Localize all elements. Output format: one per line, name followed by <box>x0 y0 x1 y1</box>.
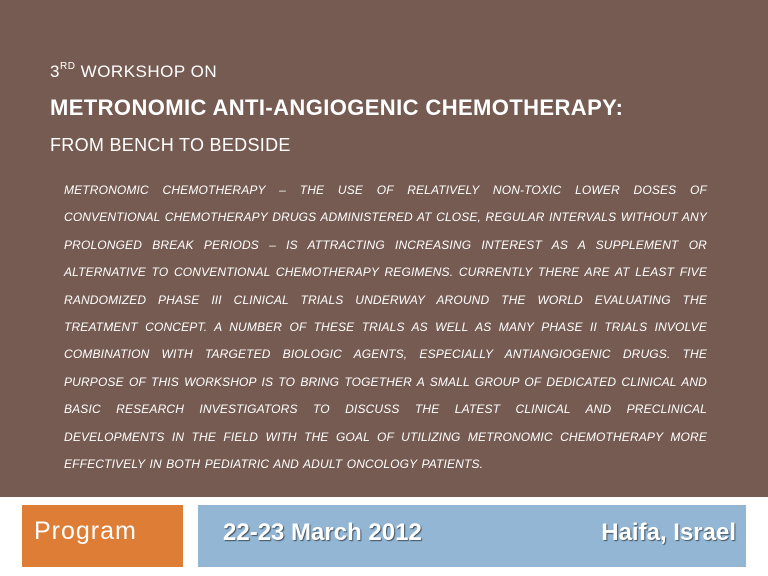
event-date: 22-23 March 2012 <box>223 519 422 546</box>
ordinal-suffix: RD <box>59 61 76 73</box>
workshop-abstract: METRONOMIC CHEMOTHERAPY – THE USE OF RELATIVELY NON-TOXIC LOWER DOSES OF CONVENTIONAL CHEMOTHERAPY DRUGS ADMINISTERED AT CLOSE, REGULAR INTERVALS WITHOUT ANY PROLONGED BREAK PERIODS – IS ATTRACTING INCREASING INTEREST AS A SUPPLEMENT OR ALTERNATIVE TO CONVENTIONAL CHEMOTHERAPY REGIMENS. CURRENTLY THERE ARE AT LEAST FIVE RANDOMIZED PHASE III CLINICAL TRIALS UNDERWAY AROUND THE WORLD EVALUATING THE TREATMENT CONCEPT. A NUMBER OF THESE TRIALS AS WELL AS MANY PHASE II TRIALS INVOLVE COMBINATION WITH TARGETED BIOLOGIC AGENTS, ESPECIALLY ANTIANGIOGENIC DRUGS. THE PURPOSE OF THIS WORKSHOP IS TO BRING TOGETHER A SMALL GROUP OF DEDICATED CLINICAL AND BASIC RESEARCH INVESTIGATORS TO DISCUSS THE LATEST CLINICAL AND PRECLINICAL DEVELOPMENTS IN THE FIELD WITH THE GOAL OF UTILIZING METRONOMIC CHEMOTHERAPY MORE EFFECTIVELY IN BOTH PEDIATRIC AND ADULT ONCOLOGY PATIENTS. <box>64 183 707 472</box>
program-label: Program <box>34 517 137 545</box>
event-location: Haifa, Israel <box>601 519 736 546</box>
date-location-box <box>198 505 746 567</box>
workshop-ordinal-line <box>50 62 217 82</box>
workshop-on-text: WORKSHOP ON <box>75 62 218 81</box>
program-box <box>22 505 183 567</box>
ordinal-number: 3 <box>50 62 60 81</box>
workshop-subtitle: FROM BENCH TO BEDSIDE <box>50 135 291 155</box>
divider <box>0 497 768 505</box>
workshop-title: METRONOMIC ANTI-ANGIOGENIC CHEMOTHERAPY: <box>50 95 624 120</box>
